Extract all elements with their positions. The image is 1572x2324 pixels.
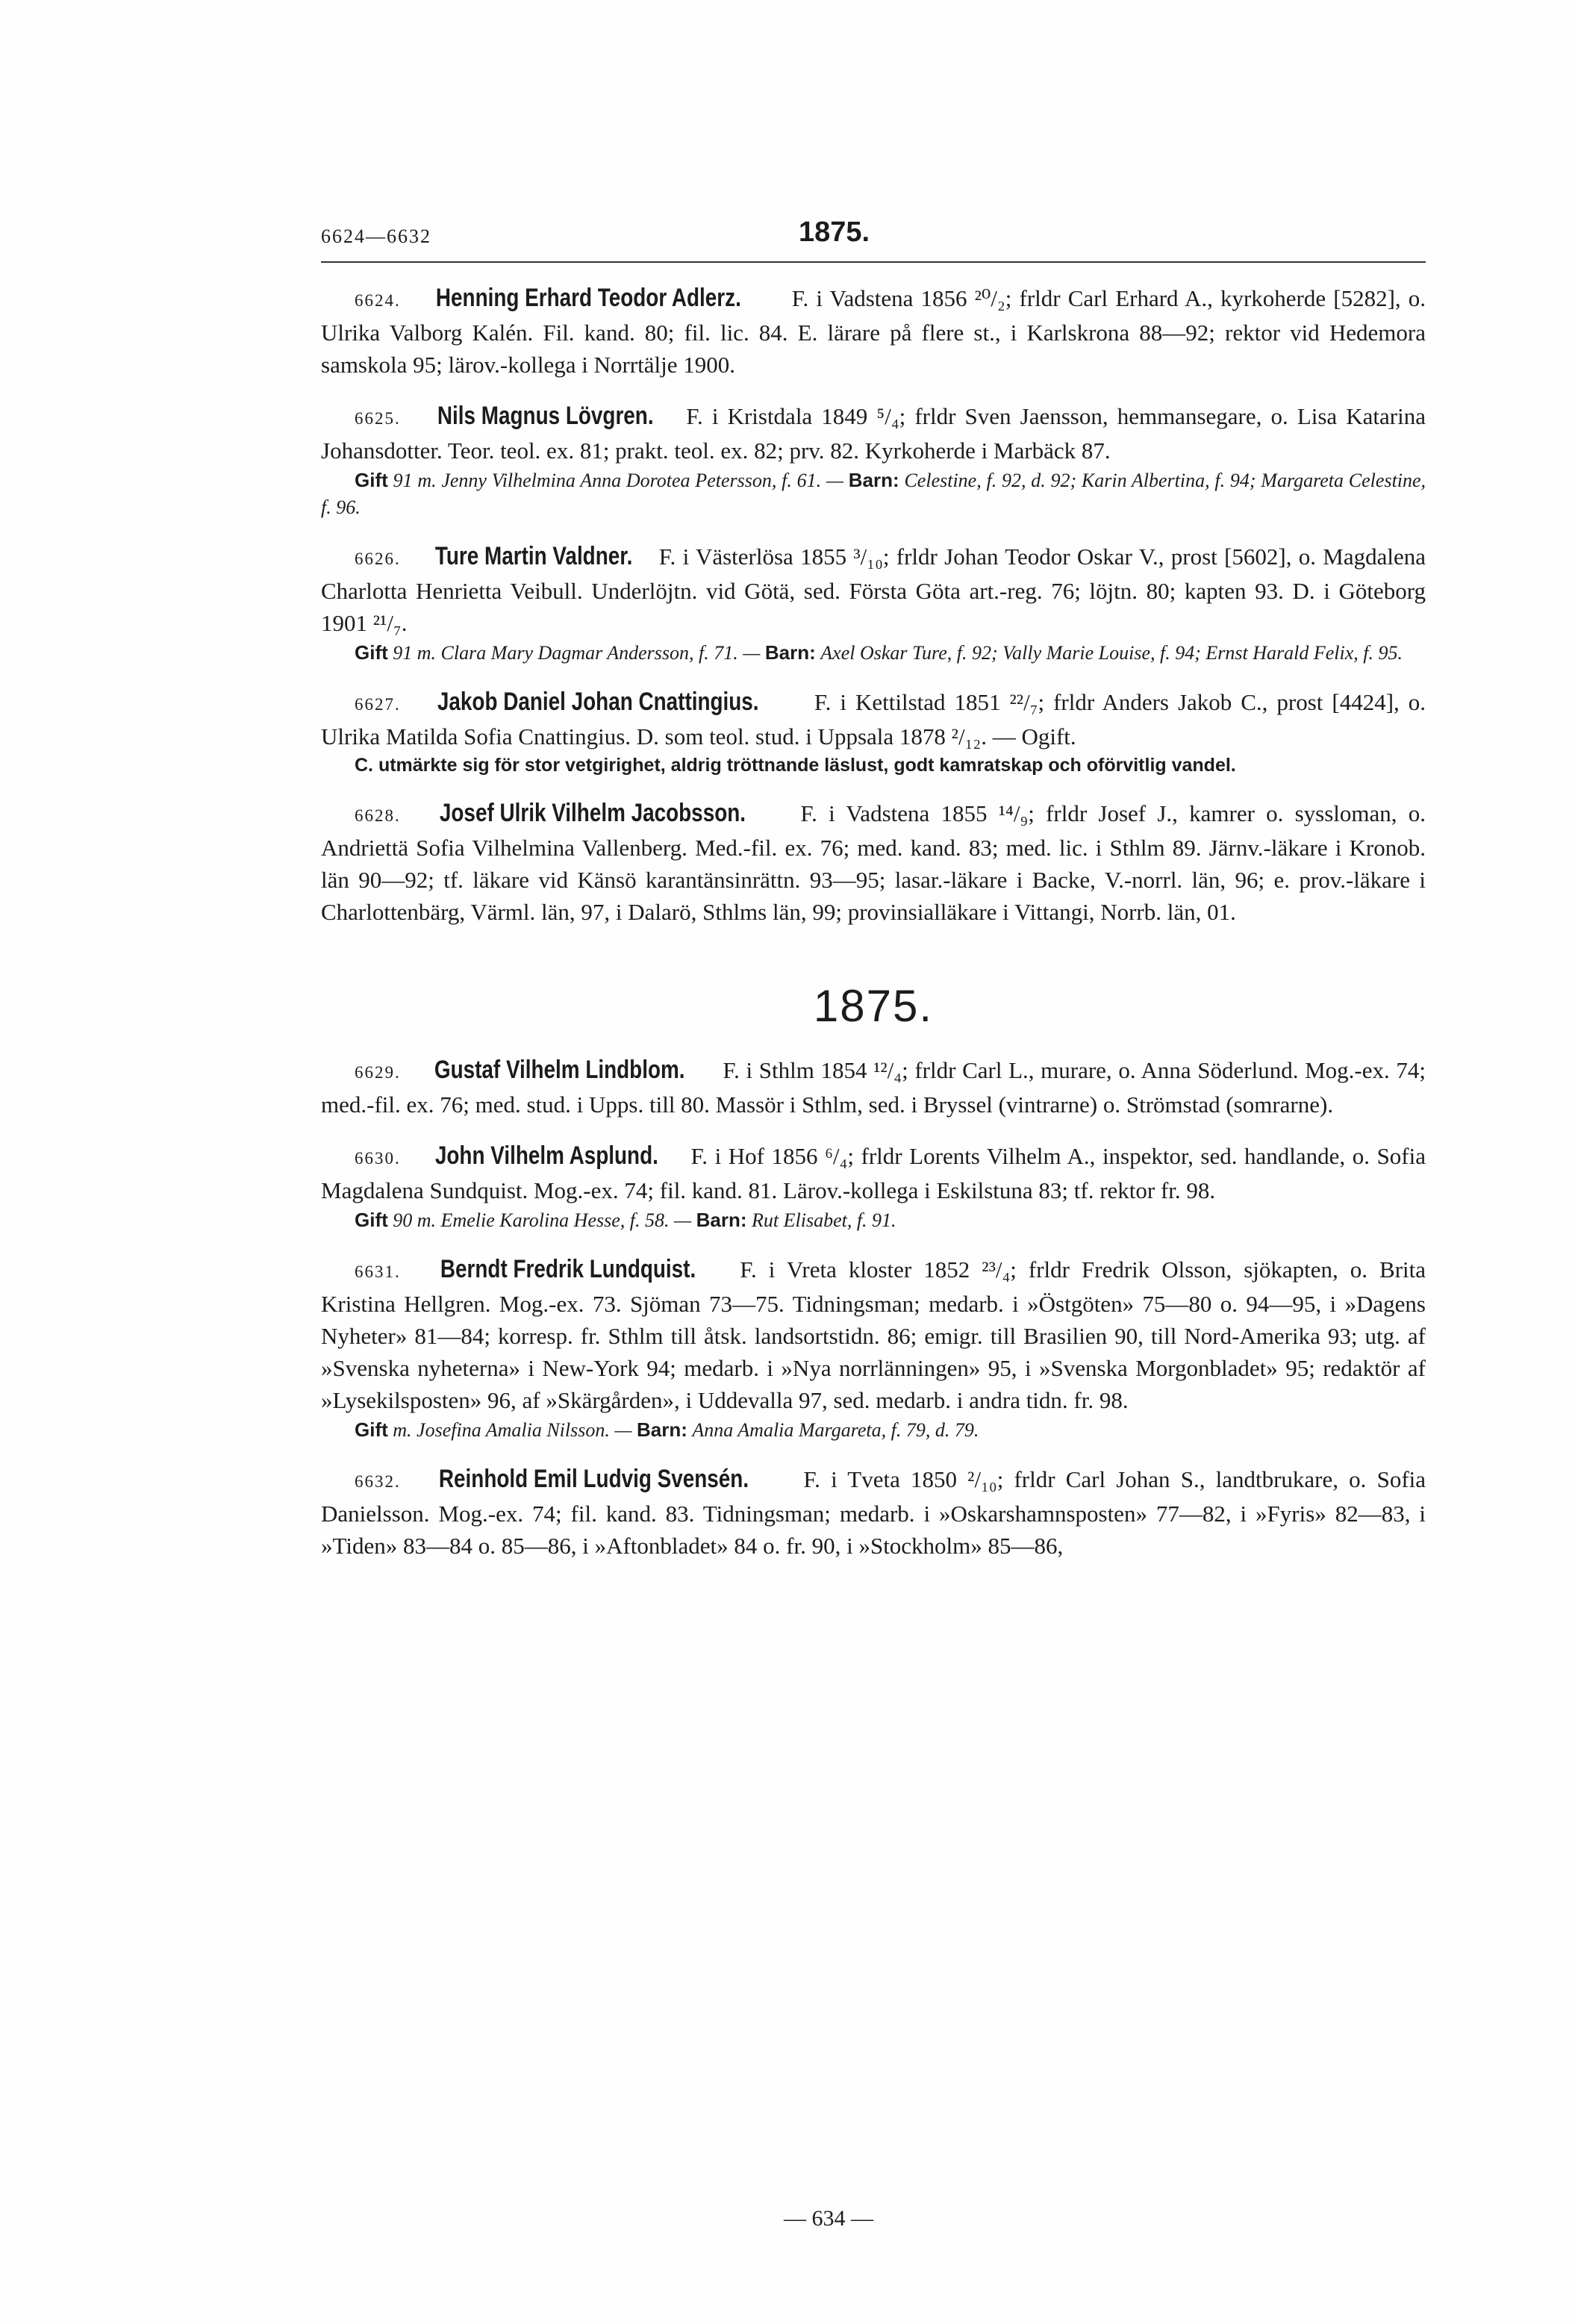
entry-6631 [321, 1253, 1426, 1444]
entry-name: Nils Magnus Lövgren. [437, 402, 654, 430]
entry-name: Josef Ulrik Vilhelm Jacobsson. [439, 799, 746, 827]
page [321, 216, 1426, 1562]
entry-name: John Vilhelm Asplund. [435, 1141, 659, 1170]
family-line [321, 639, 1426, 667]
entry-name: Ture Martin Valdner. [434, 542, 633, 570]
entry-number: 6631. [355, 1262, 401, 1281]
gift-label: Gift [355, 1418, 388, 1441]
entry-name: Reinhold Emil Ludvig Svensén. [438, 1465, 749, 1493]
gift-text: 91 m. Jenny Vilhelmina Anna Dorotea Petersson, f. 61. — [393, 470, 843, 491]
entry-text: F. i Kristdala 1849 ⁵/₄; frldr Sven Jaensson, hemmansegare, o. Lisa Katarina Johansdotter. Teor. teol. ex. 81; prakt. teol. ex. 82; prv. 82. Kyrkoherde i Marbäck 87. [321, 403, 1426, 464]
entry-6630 [321, 1140, 1426, 1234]
entry-number: 6624. [355, 291, 401, 310]
entry-name: Gustaf Vilhelm Lindblom. [434, 1056, 685, 1084]
entry-text: F. i Västerlösa 1855 ³/₁₀; frldr Johan Teodor Oskar V., prost [5602], o. Magdalena Charlotta Henrietta Veibull. Underlöjtn. vid Götä, sed. Första Göta art.-reg. 76; löjtn. 80; kapten 93. D. i Göteborg 1901 ²¹/₇. [321, 543, 1426, 636]
entry-name: Henning Erhard Teodor Adlerz. [435, 284, 741, 312]
entry-number: 6626. [355, 549, 401, 568]
gift-label: Gift [355, 469, 388, 491]
family-line [321, 467, 1426, 521]
barn-label: Barn: [696, 1209, 747, 1231]
entry-6626 [321, 540, 1426, 667]
entry-name: Berndt Fredrik Lundquist. [440, 1255, 696, 1283]
page-number: — 634 — [784, 2206, 873, 2231]
entry-note: C. utmärkte sig för stor vetgirighet, aldrig tröttnande läslust, godt kamratskap och oförvitlig vandel. [355, 755, 1236, 776]
entry-number: 6630. [355, 1149, 401, 1168]
family-line [321, 1206, 1426, 1234]
gift-text: 91 m. Clara Mary Dagmar Andersson, f. 71. — [393, 642, 761, 664]
entry-6628 [321, 797, 1426, 928]
entry-text: F. i Vadstena 1855 ¹⁴/₉; frldr Josef J., kamrer o. syssloman, o. Andriettä Sofia Vilhelmina Vallenberg. Med.-fil. ex. 76; med. kand. 83; med. lic. i Sthlm 89. Järnv.-läkare i Kronob. län 90—92; tf. läkare vid Känsö karantänsinrättn. 93—95; lasar.-läkare i Backe, V.-norrl. län, 96; e. prov.-läkare i Charlottenbärg, Värml. län, 97, i Dalarö, Sthlms län, 99; provinsialläkare i Vittangi, Norrb. län, 01. [321, 800, 1426, 925]
barn-label: Barn: [636, 1418, 687, 1441]
entry-text: F. i Sthlm 1854 ¹²/₄; frldr Carl L., murare, o. Anna Söderlund. Mog.-ex. 74; med.-fil. ex. 76; med. stud. i Upps. till 80. Massör i Sthlm, sed. i Bryssel (vintrarne) o. Strömstad (somrarne). [321, 1057, 1426, 1118]
entry-text: F. i Kettilstad 1851 ²²/₇; frldr Anders Jakob C., prost [4424], o. Ulrika Matilda Sofia Cnattingius. D. som teol. stud. i Uppsala 1878 ²/₁₂. — Ogift. [321, 689, 1426, 750]
entry-number: 6632. [355, 1472, 401, 1491]
barn-text: Anna Amalia Margareta, f. 79, d. 79. [692, 1419, 979, 1441]
barn-label: Barn: [848, 469, 899, 491]
entry-number: 6627. [355, 695, 401, 714]
entry-number: 6628. [355, 806, 401, 825]
barn-text: Celestine, f. 92, d. 92; Karin Albertina, f. 94; Margareta Celestine, f. 96. [321, 470, 1426, 518]
entry-6627 [321, 686, 1426, 778]
header-range: 6624—6632 [321, 225, 431, 247]
gift-text: m. Josefina Amalia Nilsson. — [393, 1419, 632, 1441]
entry-text: F. i Tveta 1850 ²/₁₀; frldr Carl Johan S., landtbrukare, o. Sofia Danielsson. Mog.-ex. 74; fil. kand. 83. Tidningsman; medarb. i »Oskarshamnsposten» 77—82, i »Fyris» 82—83, i »Tiden» 83—84 o. 85—86, i »Aftonbladet» 84 o. fr. 90, i »Stockholm» 85—86, [321, 1466, 1426, 1559]
entry-6632 [321, 1463, 1426, 1562]
barn-text: Axel Oskar Ture, f. 92; Vally Marie Louise, f. 94; Ernst Harald Felix, f. 95. [820, 642, 1403, 664]
entry-text: F. i Vreta kloster 1852 ²³/₄; frldr Fredrik Olsson, sjökapten, o. Brita Kristina Hellgren. Mog.-ex. 73. Sjöman 73—75. Tidningsman; medarb. i »Östgöten» 75—80 o. 94—95, i »Dagens Nyheter» 81—84; korresp. fr. Sthlm till åtsk. landsortstidn. 86; emigr. till Brasilien 90, till Nord-Amerika 93; utg. af »Svenska nyheterna» i New-York 94; medarb. i »Nya norrlänningen» 95, i »Svenska Morgonbladet» 95; redaktör af »Lysekilsposten» 96, af »Skärgården», i Uddevalla 97, sed. medarb. i andra tidn. fr. 98. [321, 1256, 1426, 1413]
entry-text: F. i Hof 1856 ⁶/₄; frldr Lorents Vilhelm A., inspektor, sed. handlande, o. Sofia Magdalena Sundquist. Mog.-ex. 74; fil. kand. 81. Lärov.-kollega i Eskilstuna 83; tf. rektor fr. 98. [321, 1143, 1426, 1203]
entry-number: 6625. [355, 409, 401, 428]
gift-label: Gift [355, 641, 388, 664]
family-line [321, 1416, 1426, 1444]
barn-text: Rut Elisabet, f. 91. [752, 1209, 896, 1231]
entry-text: F. i Vadstena 1856 ²⁰/₂; frldr Carl Erhard A., kyrkoherde [5282], o. Ulrika Valborg Kalén. Fil. kand. 80; fil. lic. 84. E. lärare på flere st., i Karlskrona 88—92; rektor vid Hedemora samskola 95; lärov.-kollega i Norrtälje 1900. [321, 285, 1426, 378]
gift-label: Gift [355, 1209, 388, 1231]
barn-label: Barn: [764, 641, 816, 664]
entry-name: Jakob Daniel Johan Cnattingius. [437, 688, 759, 716]
running-header [321, 216, 1426, 263]
section-year-heading: 1875. [813, 981, 934, 1031]
entry-6629 [321, 1054, 1426, 1121]
gift-text: 90 m. Emelie Karolina Hesse, f. 58. — [393, 1209, 692, 1231]
entry-6625 [321, 400, 1426, 521]
header-year: 1875. [799, 216, 870, 248]
entry-6624 [321, 282, 1426, 381]
entry-number: 6629. [355, 1063, 401, 1082]
